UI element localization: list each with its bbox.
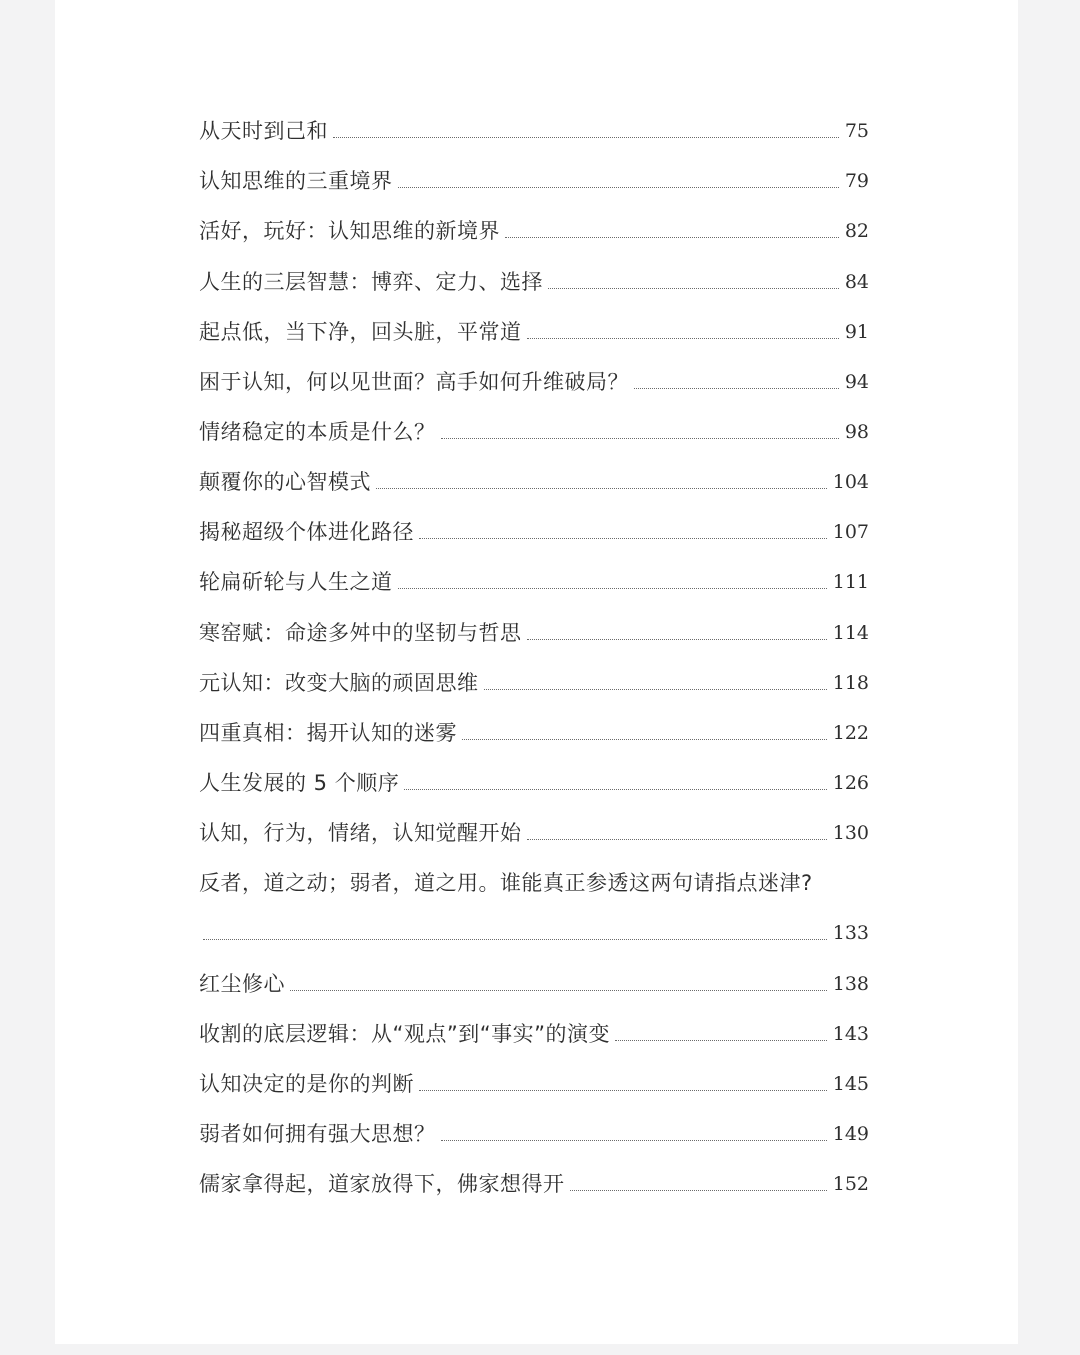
toc-entry-title: 从天时到己和 — [199, 119, 328, 144]
toc-entry-continuation[interactable] — [199, 905, 869, 955]
toc-entry-title: 颠覆你的心智模式 — [199, 470, 371, 495]
toc-entry-title: 人生的三层智慧：博弈、定力、选择 — [199, 269, 543, 294]
dot-leader — [570, 1190, 827, 1191]
toc-entry[interactable] — [199, 1106, 869, 1156]
toc-entry[interactable] — [199, 955, 869, 1005]
toc-entry-page: 133 — [832, 922, 869, 945]
toc-entry-title: 寒窑赋：命途多舛中的坚韧与哲思 — [199, 620, 522, 645]
toc-entry[interactable] — [199, 554, 869, 604]
toc-entry[interactable] — [199, 705, 869, 755]
toc-entry-title: 人生发展的 5 个顺序 — [199, 770, 400, 795]
toc-entry[interactable] — [199, 304, 869, 354]
toc-entry-page: 98 — [844, 420, 869, 443]
toc-entry[interactable] — [199, 404, 869, 454]
toc-entry-title: 红尘修心 — [199, 971, 285, 996]
toc-entry-title: 轮扁斫轮与人生之道 — [199, 570, 393, 595]
dot-leader — [527, 839, 827, 840]
toc-entry[interactable] — [199, 153, 869, 203]
toc-entry[interactable] — [199, 354, 869, 404]
toc-entry[interactable] — [199, 755, 869, 805]
dot-leader — [290, 990, 827, 991]
toc-entry-title: 反者，道之动；弱者，道之用。谁能真正参透这两句请指点迷津? — [199, 871, 813, 896]
toc-entry[interactable] — [199, 1056, 869, 1106]
dot-leader — [527, 639, 827, 640]
toc-entry-title: 弱者如何拥有强大思想？ — [199, 1121, 436, 1146]
toc-entry[interactable] — [199, 655, 869, 705]
toc-entry[interactable] — [199, 855, 869, 905]
toc-entry[interactable] — [199, 203, 869, 253]
toc-entry-title: 认知思维的三重境界 — [199, 169, 393, 194]
dot-leader — [462, 739, 827, 740]
toc-entry[interactable] — [199, 1156, 869, 1206]
dot-leader — [505, 237, 839, 238]
dot-leader — [615, 1040, 827, 1041]
toc-entry-page: 75 — [844, 120, 869, 143]
dot-leader — [203, 939, 827, 940]
toc-entry-page: 82 — [844, 220, 869, 243]
dot-leader — [441, 1140, 827, 1141]
toc-entry-page: 94 — [844, 370, 869, 393]
toc-entry[interactable] — [199, 504, 869, 554]
toc-entry-page: 149 — [832, 1122, 869, 1145]
toc-entry-page: 107 — [832, 521, 869, 544]
dot-leader — [419, 538, 827, 539]
toc-entry[interactable] — [199, 1006, 869, 1056]
dot-leader — [634, 388, 839, 389]
toc-entry-page: 118 — [832, 671, 869, 694]
dot-leader — [398, 588, 827, 589]
toc-entry-page: 91 — [844, 320, 869, 343]
toc-entry[interactable] — [199, 454, 869, 504]
toc-entry-title: 四重真相：揭开认知的迷雾 — [199, 720, 457, 745]
toc-entry-title: 起点低，当下净，回头脏，平常道 — [199, 319, 522, 344]
dot-leader — [548, 288, 839, 289]
toc-entry-title: 困于认知，何以见世面？高手如何升维破局？ — [199, 369, 629, 394]
toc-entry-page: 152 — [832, 1173, 869, 1196]
toc-entry-title: 认知决定的是你的判断 — [199, 1071, 414, 1096]
toc-entry-title: 活好，玩好：认知思维的新境界 — [199, 219, 500, 244]
toc-entry-page: 84 — [844, 270, 869, 293]
dot-leader — [527, 338, 839, 339]
toc-entry-page: 126 — [832, 771, 869, 794]
toc-entry-title: 情绪稳定的本质是什么？ — [199, 419, 436, 444]
dot-leader — [484, 689, 827, 690]
dot-leader — [333, 137, 839, 138]
toc-entry-page: 130 — [832, 822, 869, 845]
toc-entry-title: 儒家拿得起，道家放得下，佛家想得开 — [199, 1172, 565, 1197]
toc-entry[interactable] — [199, 805, 869, 855]
toc-entry-title: 揭秘超级个体进化路径 — [199, 520, 414, 545]
toc-entry-page: 143 — [832, 1022, 869, 1045]
toc-entry[interactable] — [199, 103, 869, 153]
toc-entry-page: 114 — [832, 621, 869, 644]
toc-entry[interactable] — [199, 604, 869, 654]
toc-entry-page: 111 — [832, 571, 869, 594]
toc-entry-page: 145 — [832, 1072, 869, 1095]
toc-entry-page: 79 — [844, 170, 869, 193]
toc-entry-title: 元认知：改变大脑的顽固思维 — [199, 670, 479, 695]
dot-leader — [441, 438, 839, 439]
dot-leader — [376, 488, 827, 489]
dot-leader — [404, 789, 827, 790]
table-of-contents — [199, 103, 869, 1206]
toc-entry-page: 104 — [832, 471, 869, 494]
toc-entry[interactable] — [199, 253, 869, 303]
toc-entry-title: 认知，行为，情绪，认知觉醒开始 — [199, 821, 522, 846]
toc-entry-page: 122 — [832, 721, 869, 744]
toc-entry-title: 收割的底层逻辑：从“观点”到“事实”的演变 — [199, 1021, 611, 1046]
dot-leader — [419, 1090, 827, 1091]
toc-entry-page: 138 — [832, 972, 869, 995]
dot-leader — [398, 187, 839, 188]
